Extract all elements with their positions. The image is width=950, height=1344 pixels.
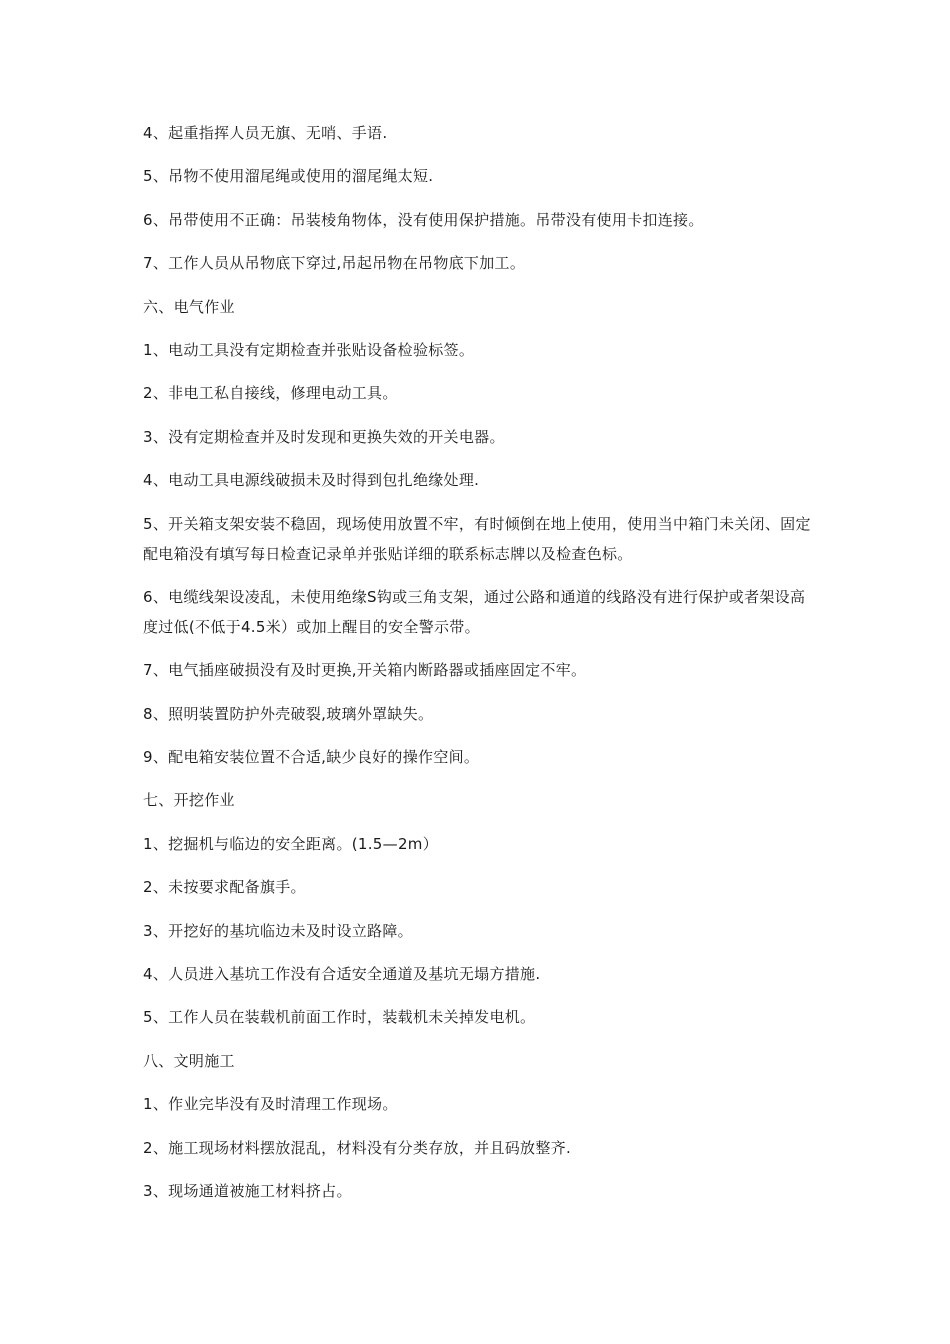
list-item: 2、施工现场材料摆放混乱，材料没有分类存放，并且码放整齐. [143,1138,572,1157]
list-item: 2、非电工私自接线，修理电动工具。 [143,384,398,403]
list-item: 4、人员进入基坑工作没有合适安全通道及基坑无塌方措施. [143,965,541,984]
list-item: 6、电缆线架设凌乱，未使用绝缘S钩或三角支架，通过公路和通道的线路没有进行保护或者架设高度过低(不低于4.5米）或加上醒目的安全警示带。 [143,587,806,636]
document-body [143,118,813,1219]
section-heading-electrical: 六、电气作业 [143,297,235,316]
list-item: 7、工作人员从吊物底下穿过,吊起吊物在吊物底下加工。 [143,254,526,273]
list-item: 1、作业完毕没有及时清理工作现场。 [143,1095,398,1114]
list-item: 2、未按要求配备旗手。 [143,878,306,897]
list-item: 5、吊物不使用溜尾绳或使用的溜尾绳太短. [143,167,434,186]
list-item: 1、电动工具没有定期检查并张贴设备检验标签。 [143,340,475,359]
list-item: 3、没有定期检查并及时发现和更换失效的开关电器。 [143,427,505,446]
list-item: 4、电动工具电源线破损未及时得到包扎绝缘处理. [143,471,480,490]
list-item: 3、现场通道被施工材料挤占。 [143,1181,352,1200]
list-item: 6、吊带使用不正确：吊装棱角物体，没有使用保护措施。吊带没有使用卡扣连接。 [143,210,704,229]
list-item: 8、照明装置防护外壳破裂,玻璃外罩缺失。 [143,704,434,723]
list-item: 5、开关箱支架安装不稳固，现场使用放置不牢，有时倾倒在地上使用，使用当中箱门未关闭、固定配电箱没有填写每日检查记录单并张贴详细的联系标志牌以及检查色标。 [143,514,811,563]
list-item: 4、起重指挥人员无旗、无哨、手语. [143,124,388,142]
list-item: 3、开挖好的基坑临边未及时设立路障。 [143,921,413,940]
list-item: 7、电气插座破损没有及时更换,开关箱内断路器或插座固定不牢。 [143,661,587,680]
section-heading-civilized-construction: 八、文明施工 [143,1051,235,1070]
section-heading-excavation: 七、开挖作业 [143,791,235,810]
list-item: 1、挖掘机与临边的安全距离。(1.5—2m） [143,834,439,853]
list-item: 9、配电箱安装位置不合适,缺少良好的操作空间。 [143,748,480,767]
list-item: 5、工作人员在装载机前面工作时，装载机未关掉发电机。 [143,1008,536,1027]
